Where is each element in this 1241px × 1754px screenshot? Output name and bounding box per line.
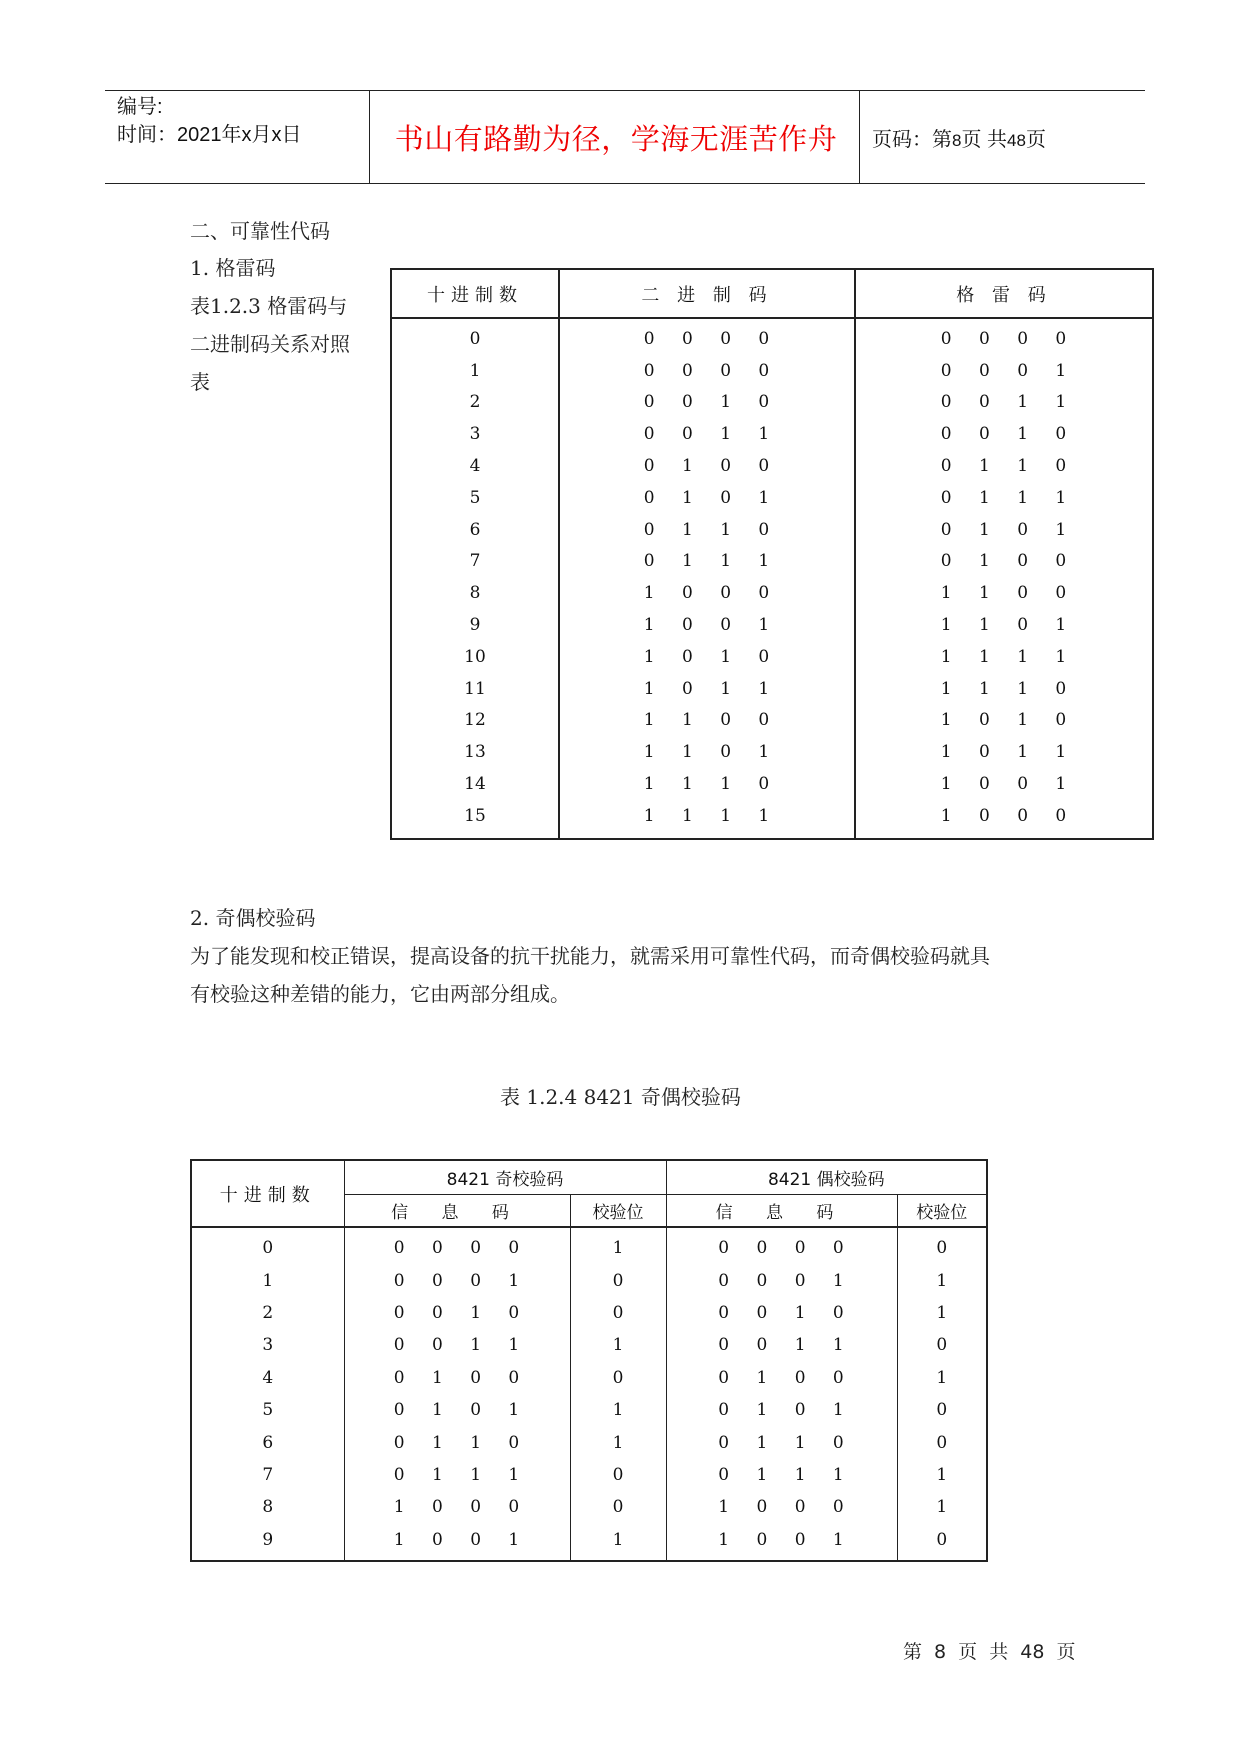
cell-odd-check: 0	[570, 1297, 666, 1329]
cell-decimal: 1	[391, 355, 559, 387]
cell-decimal: 8	[391, 577, 559, 609]
cell-gray: 0 0 0 0	[940, 328, 1068, 349]
table-row	[391, 609, 1153, 641]
cell-odd-info: 0 0 1 0	[344, 1297, 570, 1329]
table-row	[391, 387, 1153, 419]
cell-gray: 1 1 1 1	[940, 646, 1068, 667]
cell-even-check: 1	[936, 1464, 948, 1485]
cell-odd-info: 0 0 0 1	[344, 1264, 570, 1296]
cell-binary: 0 1 1 1	[559, 546, 855, 578]
cell-gray: 0 1 1 0	[940, 456, 1068, 477]
cell-decimal: 5	[391, 482, 559, 514]
cell-even-check: 1	[936, 1270, 948, 1291]
cell-decimal: 7	[191, 1459, 344, 1491]
cell-even-info: 0 1 0 0	[666, 1362, 897, 1394]
cell-gray: 1 0 1 0	[940, 710, 1068, 731]
header-bottom-rule	[105, 183, 1145, 184]
page-mid: 页 共	[961, 129, 1008, 151]
cell-decimal: 4	[391, 450, 559, 482]
col-header-even-parity: 8421 偶校验码	[666, 1160, 987, 1195]
cell-decimal: 13	[391, 736, 559, 768]
cell-binary: 0 1 0 1	[559, 482, 855, 514]
cell-gray: 0 1 1 1	[940, 487, 1068, 508]
cell-decimal: 11	[391, 673, 559, 705]
cell-binary: 0 1 0 0	[559, 450, 855, 482]
cell-gray: 1 0 1 1	[940, 742, 1068, 763]
cell-decimal: 3	[391, 418, 559, 450]
cell-odd-check: 1	[570, 1394, 666, 1426]
col-header-even-check: 校验位	[897, 1195, 987, 1228]
cell-decimal: 0	[391, 318, 559, 355]
cell-binary: 1 1 1 0	[559, 768, 855, 800]
cell-odd-info: 0 0 1 1	[344, 1329, 570, 1361]
table1-caption-line: 表1.2.3 格雷码与	[190, 294, 348, 318]
col-header-even-info: 信 息 码	[666, 1195, 897, 1228]
cell-gray: 1 0 0 1	[940, 774, 1068, 795]
header-top-rule	[105, 90, 1145, 91]
table-row	[191, 1362, 987, 1394]
gray-code-table	[390, 268, 1154, 840]
cell-gray: 0 0 1 1	[940, 392, 1068, 413]
table-row	[391, 482, 1153, 514]
cell-binary: 1 0 0 1	[559, 609, 855, 641]
cell-decimal: 6	[391, 514, 559, 546]
cell-binary: 0 0 0 0	[559, 355, 855, 387]
cell-binary: 1 1 0 1	[559, 736, 855, 768]
cell-even-info: 0 1 1 1	[666, 1459, 897, 1491]
table-row	[191, 1524, 987, 1561]
page-label: 页码：第	[872, 129, 952, 151]
col-header-odd-check: 校验位	[570, 1195, 666, 1228]
cell-even-check: 0	[936, 1529, 948, 1550]
cell-binary: 0 0 1 1	[559, 418, 855, 450]
table-row	[191, 1264, 987, 1296]
table-row	[191, 1394, 987, 1426]
table1-caption-line: 二进制码关系对照	[190, 332, 350, 356]
date-label: 时间：2021年x月x日	[117, 124, 302, 146]
cell-decimal: 1	[191, 1264, 344, 1296]
cell-odd-info: 0 1 0 1	[344, 1394, 570, 1426]
cell-decimal: 8	[191, 1491, 344, 1523]
table-row	[391, 514, 1153, 546]
cell-decimal: 9	[391, 609, 559, 641]
cell-decimal: 7	[391, 546, 559, 578]
cell-binary: 1 0 1 0	[559, 641, 855, 673]
cell-binary: 1 1 1 1	[559, 800, 855, 839]
table-row	[391, 318, 1153, 355]
cell-gray: 1 1 0 1	[940, 615, 1068, 636]
table-row	[391, 768, 1153, 800]
cell-binary: 1 0 1 1	[559, 673, 855, 705]
header-page-number	[872, 123, 1046, 152]
page-current: 8	[952, 131, 962, 150]
cell-even-info: 0 1 1 0	[666, 1426, 897, 1458]
cell-odd-check: 1	[570, 1426, 666, 1458]
cell-gray: 1 1 1 0	[940, 678, 1068, 699]
table-header-row	[391, 269, 1153, 318]
cell-even-check: 0	[936, 1432, 948, 1453]
table-row	[391, 418, 1153, 450]
col-header-gray: 格 雷 码	[855, 269, 1153, 318]
cell-even-info: 1 0 0 1	[666, 1524, 897, 1561]
table-header-row	[191, 1160, 987, 1195]
cell-odd-info: 0 1 0 0	[344, 1362, 570, 1394]
cell-odd-check: 0	[570, 1459, 666, 1491]
cell-odd-info: 0 1 1 0	[344, 1426, 570, 1458]
cell-decimal: 3	[191, 1329, 344, 1361]
cell-even-info: 1 0 0 0	[666, 1491, 897, 1523]
table-row	[391, 450, 1153, 482]
cell-binary: 1 0 0 0	[559, 577, 855, 609]
table-row	[391, 355, 1153, 387]
cell-even-info: 0 0 1 0	[666, 1297, 897, 1329]
table-row	[191, 1426, 987, 1458]
cell-even-check: 0	[936, 1400, 948, 1421]
paragraph-line: 为了能发现和校正错误，提高设备的抗干扰能力，就需采用可靠性代码，而奇偶校验码就具	[190, 944, 990, 968]
cell-even-info: 0 1 0 1	[666, 1394, 897, 1426]
cell-gray: 0 0 0 1	[940, 360, 1068, 381]
header-info	[117, 93, 302, 149]
cell-even-check: 1	[936, 1367, 948, 1388]
cell-decimal: 9	[191, 1524, 344, 1561]
cell-odd-check: 1	[570, 1524, 666, 1561]
cell-even-info: 0 0 1 1	[666, 1329, 897, 1361]
cell-even-check: 1	[936, 1497, 948, 1518]
table-row	[391, 641, 1153, 673]
cell-binary: 0 0 1 0	[559, 387, 855, 419]
cell-decimal: 5	[191, 1394, 344, 1426]
header-motto: 书山有路勤为径，学海无涯苦作舟	[394, 124, 838, 156]
cell-decimal: 15	[391, 800, 559, 839]
table-row	[191, 1227, 987, 1264]
cell-odd-info: 1 0 0 0	[344, 1491, 570, 1523]
cell-decimal: 12	[391, 705, 559, 737]
table-row	[191, 1329, 987, 1361]
cell-even-info: 0 0 0 1	[666, 1264, 897, 1296]
table-row	[391, 736, 1153, 768]
cell-decimal: 4	[191, 1362, 344, 1394]
cell-gray: 1 1 0 0	[940, 583, 1068, 604]
subsection-gray-code-title: 1. 格雷码	[190, 256, 276, 280]
col-header-decimal: 十进制数	[191, 1160, 344, 1227]
cell-even-info: 0 0 0 0	[666, 1227, 897, 1264]
table-row	[391, 673, 1153, 705]
cell-decimal: 14	[391, 768, 559, 800]
parity-code-table	[190, 1159, 988, 1562]
page-end: 页	[1025, 129, 1046, 151]
header-divider-left	[369, 90, 370, 183]
cell-decimal: 6	[191, 1426, 344, 1458]
cell-gray: 0 0 1 0	[940, 424, 1068, 445]
cell-odd-info: 1 0 0 1	[344, 1524, 570, 1561]
cell-decimal: 10	[391, 641, 559, 673]
cell-odd-info: 0 1 1 1	[344, 1459, 570, 1491]
cell-gray: 0 1 0 1	[940, 519, 1068, 540]
table-row	[191, 1297, 987, 1329]
table-row	[191, 1459, 987, 1491]
table-row	[391, 577, 1153, 609]
cell-binary: 0 1 1 0	[559, 514, 855, 546]
col-header-decimal: 十进制数	[391, 269, 559, 318]
cell-odd-check: 0	[570, 1264, 666, 1296]
cell-odd-info: 0 0 0 0	[344, 1227, 570, 1264]
col-header-odd-parity: 8421 奇校验码	[344, 1160, 666, 1195]
cell-decimal: 2	[191, 1297, 344, 1329]
col-header-odd-info: 信 息 码	[344, 1195, 570, 1228]
page-total: 48	[1007, 131, 1026, 150]
subsection-parity-title: 2. 奇偶校验码	[190, 906, 316, 930]
table-row	[391, 546, 1153, 578]
col-header-binary: 二 进 制 码	[559, 269, 855, 318]
table-row	[391, 705, 1153, 737]
cell-binary: 0 0 0 0	[559, 318, 855, 355]
table2-caption: 表 1.2.4 8421 奇偶校验码	[500, 1085, 741, 1109]
section-title: 二、可靠性代码	[190, 219, 330, 243]
cell-decimal: 2	[391, 387, 559, 419]
cell-gray: 1 0 0 0	[940, 805, 1068, 826]
serial-label: 编号:	[117, 96, 163, 118]
cell-gray: 0 1 0 0	[940, 551, 1068, 572]
cell-odd-check: 0	[570, 1491, 666, 1523]
cell-decimal: 0	[191, 1227, 344, 1264]
table-row	[391, 800, 1153, 839]
table1-caption-line: 表	[190, 370, 210, 394]
page-footer: 第 8 页 共 48 页	[903, 1641, 1076, 1663]
cell-even-check: 1	[936, 1302, 948, 1323]
cell-odd-check: 1	[570, 1227, 666, 1264]
cell-even-check: 0	[936, 1335, 948, 1356]
cell-odd-check: 1	[570, 1329, 666, 1361]
cell-odd-check: 0	[570, 1362, 666, 1394]
cell-even-check: 0	[936, 1238, 948, 1259]
table-row	[191, 1491, 987, 1523]
cell-binary: 1 1 0 0	[559, 705, 855, 737]
paragraph-line: 有校验这种差错的能力，它由两部分组成。	[190, 982, 570, 1006]
